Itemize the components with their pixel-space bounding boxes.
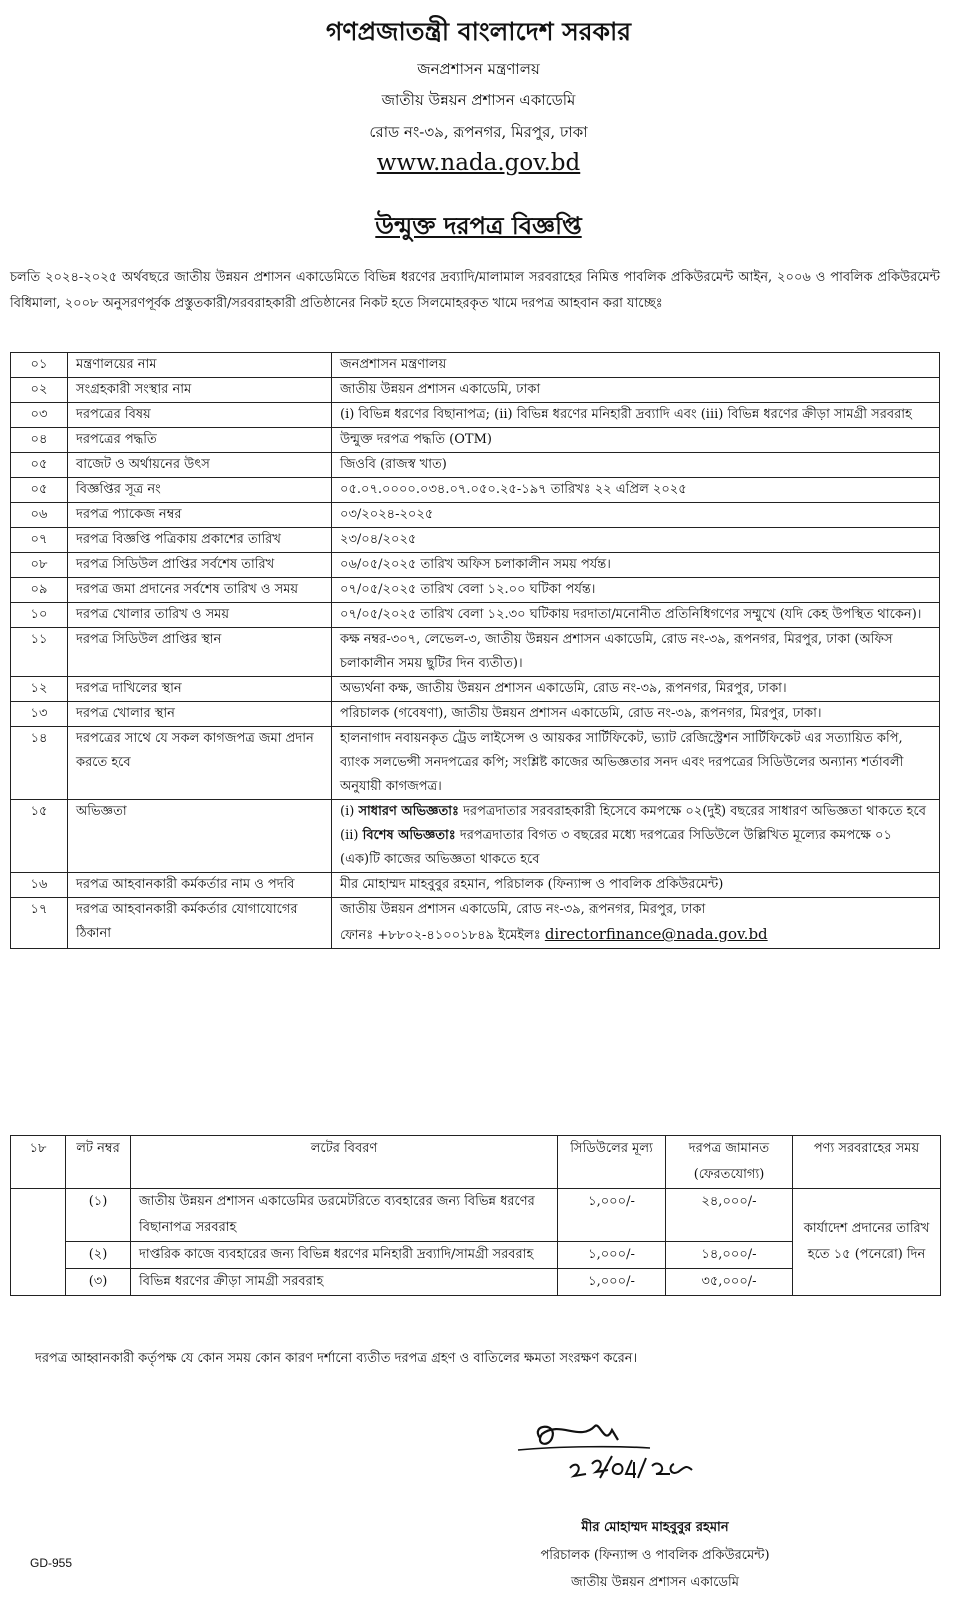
row-number: ০৯ xyxy=(11,578,68,603)
table-row xyxy=(11,702,940,727)
table-row xyxy=(11,553,940,578)
notice-title: উন্মুক্ত দরপত্র বিজ্ঞপ্তি xyxy=(375,211,582,240)
table-row xyxy=(11,528,940,553)
row-label: দরপত্র আহবানকারী কর্মকর্তার যোগাযোগের ঠিকানা xyxy=(68,898,332,949)
table-row xyxy=(11,453,940,478)
gd-code: GD-955 xyxy=(30,1556,73,1570)
lot-description: বিভিন্ন ধরণের ক্রীড়া সামগ্রী সরবরাহ xyxy=(131,1269,558,1296)
tender-details-table xyxy=(10,352,940,949)
row-number: ১৬ xyxy=(11,873,68,898)
lot-security: ২৪,০০০/- xyxy=(666,1189,793,1242)
intro-paragraph: চলতি ২০২৪-২০২৫ অর্থবছরে জাতীয় উন্নয়ন প্রশাসন একাডেমিতে বিভিন্ন ধরণের দ্রব্যাদি/মালামাল সরবরাহের নিমিত্ত পাবলিক প্রকিউরমেন্ট আইন, ২০০৬ ও পাবলিক প্রকিউরমেন্ট বিধিমালা, ২০০৮ অনুসরণপূর্বক প্রস্তুতকারী/সরবরাহকারী প্রতিষ্ঠানের নিকট হতে সিলমোহরকৃত খামে দরপত্র আহবান করা যাচ্ছেঃ xyxy=(10,270,940,311)
row-value: ০৫.০৭.০০০০.০৩৪.০৭.০৫০.২৫-১৯৭ তারিখঃ ২২ এপ্রিল ২০২৫ xyxy=(332,478,940,503)
academy-name: জাতীয় উন্নয়ন প্রশাসন একাডেমি xyxy=(381,91,576,109)
lot-number: (১) xyxy=(66,1189,131,1242)
col-security-header: দরপত্র জামানত (ফেরতযোগ্য) xyxy=(666,1136,793,1189)
table-row xyxy=(11,603,940,628)
special-experience-text: দরপত্রদাতার বিগত ৩ বছরের মধ্যে দরপত্রের সিডিউলে উল্লিখিত মূল্যের কমপক্ষে ০১ (এক)টি কাজের অভিজ্ঞতা থাকতে হবে xyxy=(340,828,892,867)
general-experience xyxy=(340,800,931,824)
row-label: দরপত্র খোলার তারিখ ও সময় xyxy=(68,603,332,628)
contact-address: জাতীয় উন্নয়ন প্রশাসন একাডেমি, রোড নং-৩৯, রূপনগর, মিরপুর, ঢাকা xyxy=(340,902,706,917)
row-number: ১৩ xyxy=(11,702,68,727)
row-number: ১২ xyxy=(11,677,68,702)
item-prefix: (ii) xyxy=(340,828,363,843)
row-value: ২৩/০৪/২০২৫ xyxy=(332,528,940,553)
website-link[interactable]: www.nada.gov.bd xyxy=(376,150,581,176)
table-row xyxy=(11,677,940,702)
row-number: ১৫ xyxy=(11,800,68,873)
row-label: বিজ্ঞপ্তির সূত্র নং xyxy=(68,478,332,503)
row-number: ০৬ xyxy=(11,503,68,528)
row-value: জিওবি (রাজস্ব খাত) xyxy=(332,453,940,478)
delivery-time: কার্যাদেশ প্রদানের তারিখ হতে ১৫ (পনেরো) দিন xyxy=(793,1189,941,1296)
lot-description: দাপ্তরিক কাজে ব্যবহারের জন্য বিভিন্ন ধরণের মনিহারী দ্রব্যাদি/সামগ্রী সরবরাহ xyxy=(131,1242,558,1269)
row-number: ১০ xyxy=(11,603,68,628)
contact-phone-line xyxy=(340,922,931,948)
lot-number: (৩) xyxy=(66,1269,131,1296)
row-value: পরিচালক (গবেষণা), জাতীয় উন্নয়ন প্রশাসন একাডেমি, রোড নং-৩৯, রূপনগর, মিরপুর, ঢাকা। xyxy=(332,702,940,727)
row-value: ০৬/০৫/২০২৫ তারিখ অফিস চলাকালীন সময় পর্যন্ত। xyxy=(332,553,940,578)
table-row xyxy=(11,428,940,453)
row-label: সংগ্রহকারী সংস্থার নাম xyxy=(68,378,332,403)
signature-image xyxy=(500,1416,760,1506)
row-label: দরপত্র সিডিউল প্রাপ্তির স্থান xyxy=(68,628,332,677)
lot-security: ১৪,০০০/- xyxy=(666,1242,793,1269)
row-number: ১৪ xyxy=(11,727,68,800)
general-experience-heading: সাধারণ অভিজ্ঞতাঃ xyxy=(358,804,459,819)
row-value: কক্ষ নম্বর-৩০৭, লেভেল-৩, জাতীয় উন্নয়ন প্রশাসন একাডেমি, রোড নং-৩৯, রূপনগর, মিরপুর, ঢাকা (অফিস চলাকালীন সময় ছুটির দিন ব্যতীত)। xyxy=(332,628,940,677)
lots-table xyxy=(10,1135,941,1296)
empty-cell xyxy=(11,1189,66,1296)
official-row xyxy=(11,873,940,898)
lot-price: ১,০০০/- xyxy=(558,1242,666,1269)
row-label: বাজেট ও অর্থায়নের উৎস xyxy=(68,453,332,478)
row-value: (i) বিভিন্ন ধরণের বিছানাপত্র; (ii) বিভিন্ন ধরণের মনিহারী দ্রব্যাদি এবং (iii) বিভিন্ন ধরণের ক্রীড়া সামগ্রী সরবরাহ xyxy=(332,403,940,428)
table-row xyxy=(11,578,940,603)
special-experience-heading: বিশেষ অভিজ্ঞতাঃ xyxy=(362,828,456,843)
signatory-organization: জাতীয় উন্নয়ন প্রশাসন একাডেমি xyxy=(571,1575,739,1590)
row-value: ০৩/২০২৪-২০২৫ xyxy=(332,503,940,528)
lots-header-row xyxy=(11,1136,941,1189)
contact-row xyxy=(11,898,940,949)
row-label: দরপত্রের সাথে যে সকল কাগজপত্র জমা প্রদান করতে হবে xyxy=(68,727,332,800)
row-number: ০৫ xyxy=(11,453,68,478)
row-number: ০১ xyxy=(11,353,68,378)
row-number: ০৪ xyxy=(11,428,68,453)
lot-price: ১,০০০/- xyxy=(558,1269,666,1296)
row-label: মন্ত্রণালয়ের নাম xyxy=(68,353,332,378)
general-experience-text: দরপত্রদাতার সরবরাহকারী হিসেবে কমপক্ষে ০২(দুই) বছরের সাধারণ অভিজ্ঞতা থাকতে হবে xyxy=(458,804,926,819)
lots-row-number: ১৮ xyxy=(11,1136,66,1189)
row-label: দরপত্র খোলার স্থান xyxy=(68,702,332,727)
ministry-name: জনপ্রশাসন মন্ত্রণালয় xyxy=(417,60,540,78)
row-label: দরপত্র জমা প্রদানের সর্বশেষ তারিখ ও সময় xyxy=(68,578,332,603)
special-experience xyxy=(340,824,931,872)
row-label: দরপত্রের বিষয় xyxy=(68,403,332,428)
row-label: দরপত্র সিডিউল প্রাপ্তির সর্বশেষ তারিখ xyxy=(68,553,332,578)
signatory-designation: পরিচালক (ফিন্যান্স ও পাবলিক প্রকিউরমেন্ট) xyxy=(540,1548,770,1563)
table-row xyxy=(11,628,940,677)
lot-description: জাতীয় উন্নয়ন প্রশাসন একাডেমির ডরমেটরিতে ব্যবহারের জন্য বিভিন্ন ধরণের বিছানাপত্র সরবরাহ xyxy=(131,1189,558,1242)
row-value: জাতীয় উন্নয়ন প্রশাসন একাডেমি, ঢাকা xyxy=(332,378,940,403)
lot-security: ৩৫,০০০/- xyxy=(666,1269,793,1296)
contact-phone: ফোনঃ +৮৮০২-৪১০০১৮৪৯ ইমেইলঃ xyxy=(340,928,541,943)
row-value: ০৭/০৫/২০২৫ তারিখ বেলা ১২.০০ ঘটিকা পর্যন্ত। xyxy=(332,578,940,603)
row-value: ০৭/০৫/২০২৫ তারিখ বেলা ১২.৩০ ঘটিকায় দরদাতা/মনোনীত প্রতিনিধিগণের সম্মুখে (যদি কেহ উপস্থিত থাকেন)। xyxy=(332,603,940,628)
government-heading: গণপ্রজাতন্ত্রী বাংলাদেশ সরকার xyxy=(326,17,631,46)
row-number: ১১ xyxy=(11,628,68,677)
lot-price: ১,০০০/- xyxy=(558,1189,666,1242)
item-prefix: (i) xyxy=(340,804,359,819)
contact-value xyxy=(332,898,940,949)
row-label: দরপত্র আহবানকারী কর্মকর্তার নাম ও পদবি xyxy=(68,873,332,898)
table-row xyxy=(11,478,940,503)
row-value: মীর মোহাম্মদ মাহবুবুর রহমান, পরিচালক (ফিন্যান্স ও পাবলিক প্রকিউরমেন্ট) xyxy=(332,873,940,898)
col-price-header: সিডিউলের মূল্য xyxy=(558,1136,666,1189)
row-value: উন্মুক্ত দরপত্র পদ্ধতি (OTM) xyxy=(332,428,940,453)
lot-row xyxy=(11,1189,941,1242)
signatory-name: মীর মোহাম্মদ মাহবুবুর রহমান xyxy=(581,1520,729,1535)
row-value: জনপ্রশাসন মন্ত্রণালয় xyxy=(332,353,940,378)
row-value: হালনাগাদ নবায়নকৃত ট্রেড লাইসেন্স ও আয়কর সার্টিফিকেট, ভ্যাট রেজিস্ট্রেশন সার্টিফিকেট এর সত্যায়িত কপি, ব্যাংক সলভেন্সী সনদপত্রের কপি; সংশ্লিষ্ট কাজের অভিজ্ঞতার সনদ এবং দরপত্রের সিডিউলের অন্যান্য শর্তাবলী অনুযায়ী কাগজপত্র। xyxy=(332,727,940,800)
row-label: দরপত্রের পদ্ধতি xyxy=(68,428,332,453)
table-row xyxy=(11,727,940,800)
table-row xyxy=(11,378,940,403)
row-label: দরপত্র বিজ্ঞপ্তি পত্রিকায় প্রকাশের তারিখ xyxy=(68,528,332,553)
row-number: ০২ xyxy=(11,378,68,403)
col-delivery-header: পণ্য সরবরাহের সময় xyxy=(793,1136,941,1189)
contact-email-link[interactable]: directorfinance@nada.gov.bd xyxy=(544,925,768,943)
experience-row xyxy=(11,800,940,873)
row-number: ০৭ xyxy=(11,528,68,553)
col-lot-header: লট নম্বর xyxy=(66,1136,131,1189)
row-label: দরপত্র প্যাকেজ নম্বর xyxy=(68,503,332,528)
row-label: দরপত্র দাখিলের স্থান xyxy=(68,677,332,702)
lot-number: (২) xyxy=(66,1242,131,1269)
reservation-note: দরপত্র আহ্বানকারী কর্তৃপক্ষ যে কোন সময় কোন কারণ দর্শানো ব্যতীত দরপত্র গ্রহণ ও বাতিলের ক্ষমতা সংরক্ষণ করেন। xyxy=(35,1351,638,1366)
table-row xyxy=(11,353,940,378)
row-number: ০৮ xyxy=(11,553,68,578)
row-number: ০৫ xyxy=(11,478,68,503)
row-label: অভিজ্ঞতা xyxy=(68,800,332,873)
col-desc-header: লটের বিবরণ xyxy=(131,1136,558,1189)
experience-value xyxy=(332,800,940,873)
academy-address: রোড নং-৩৯, রূপনগর, মিরপুর, ঢাকা xyxy=(369,123,588,141)
table-row xyxy=(11,503,940,528)
row-number: ১৭ xyxy=(11,898,68,949)
row-number: ০৩ xyxy=(11,403,68,428)
row-value: অভ্যর্থনা কক্ষ, জাতীয় উন্নয়ন প্রশাসন একাডেমি, রোড নং-৩৯, রূপনগর, মিরপুর, ঢাকা। xyxy=(332,677,940,702)
table-row xyxy=(11,403,940,428)
